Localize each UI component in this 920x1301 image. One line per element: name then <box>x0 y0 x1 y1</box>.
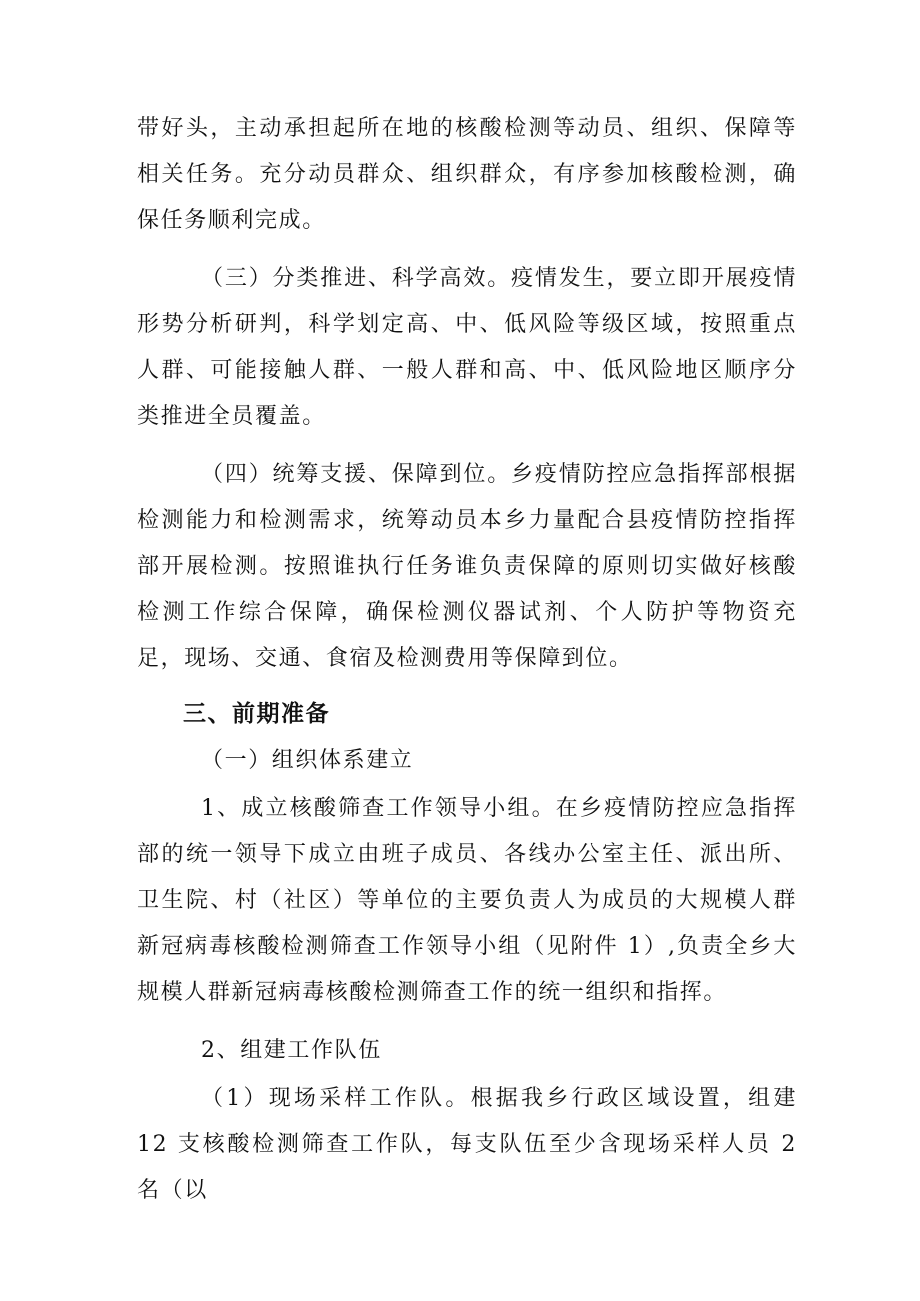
paragraph-item-two: 2、组建工作队伍 <box>201 1038 382 1063</box>
subheading-organization-system: （一）组织体系建立 <box>201 748 414 773</box>
paragraph-continuation: 带好头，主动承担起所在地的核酸检测等动员、组织、保障等相关任务。充分动员群众、组织群众，有序参加核酸检测，确保任务顺利完成。 <box>137 116 797 233</box>
paragraph-section-four: （四）统筹支援、保障到位。乡疫情防控应急指挥部根据检测能力和检测需求，统筹动员本乡力量配合县疫情防控指挥部开展检测。按照谁执行任务谁负责保障的原则切实做好核酸检测工作综合保障，确保检测仪器试剂、个人防护等物资充足，现场、交通、食宿及检测费用等保障到位。 <box>137 462 797 671</box>
section-heading-preparation: 三、前期准备 <box>183 701 330 727</box>
paragraph-item-one: 1、成立核酸筛查工作领导小组。在乡疫情防控应急指挥部的统一领导下成立由班子成员、各线办公室主任、派出所、卫生院、村（社区）等单位的主要负责人为成员的大规模人群新冠病毒核酸检测筛查工作领导小组（见附件 1）,负责全乡大规模人群新冠病毒核酸检测筛查工作的统一组织和指挥。 <box>137 796 797 1005</box>
paragraph-section-three: （三）分类推进、科学高效。疫情发生，要立即开展疫情形势分析研判，科学划定高、中、低风险等级区域，按照重点人群、可能接触人群、一般人群和高、中、低风险地区顺序分类推进全员覆盖。 <box>137 266 797 429</box>
paragraph-item-two-one: （1）现场采样工作队。根据我乡行政区域设置，组建 12 支核酸检测筛查工作队，每支队伍至少含现场采样人员 2 名（以 <box>137 1086 797 1203</box>
